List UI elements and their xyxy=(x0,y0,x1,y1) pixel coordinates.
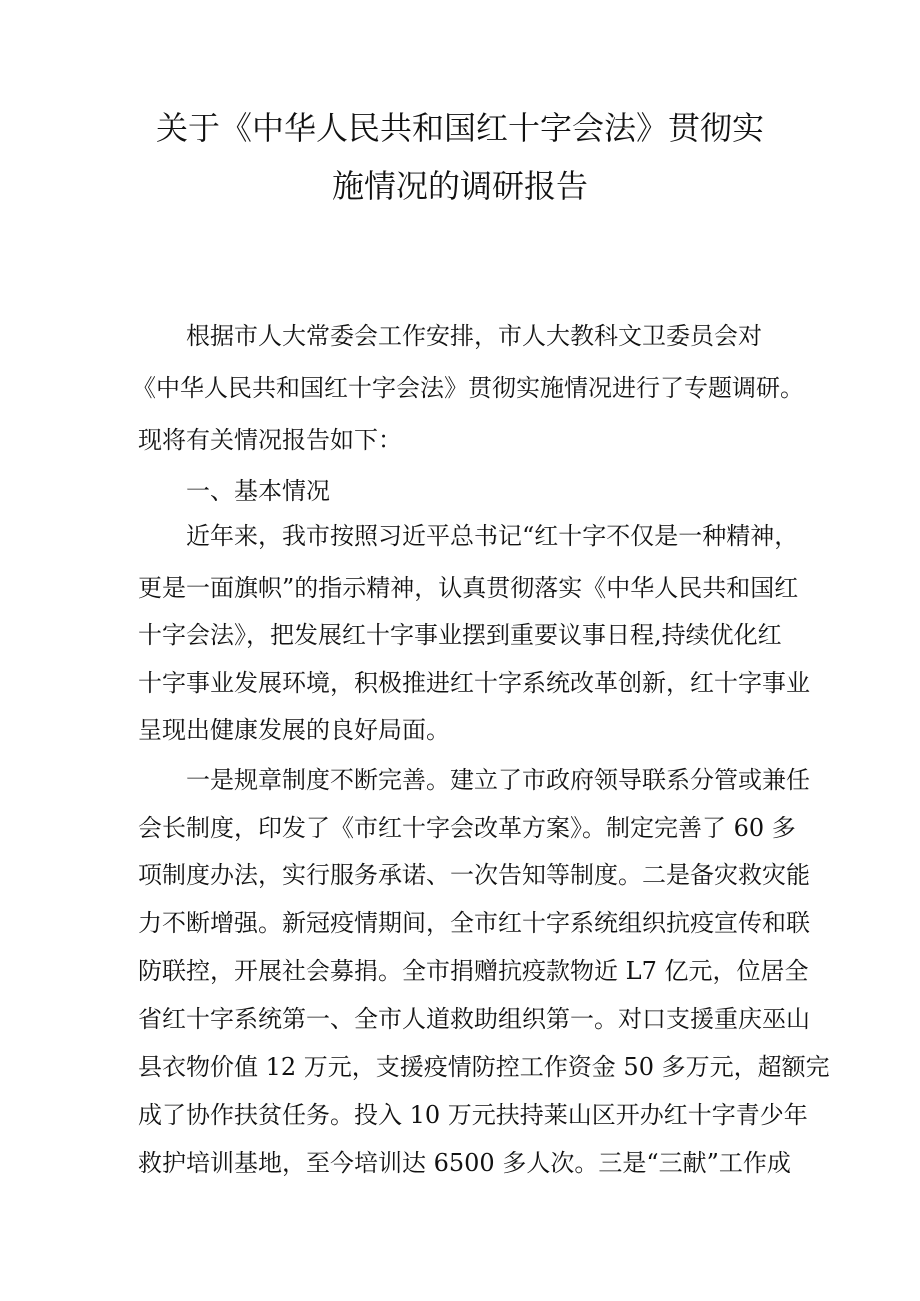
body-line-6: 更是一面旗帜”的指示精神，认真贯彻落实《中华人民共和国红 xyxy=(138,574,799,602)
body-line-13: 力不断增强。新冠疫情期间，全市红十字系统组织抗疫宣传和联 xyxy=(138,909,810,937)
section-heading-basic-situation: 一、基本情况 xyxy=(186,477,330,505)
body-line-8: 十字事业发展环境，积极推进红十字系统改革创新，红十字事业 xyxy=(138,669,810,697)
body-line-7: 十字会法》，把发展红十字事业摆到重要议事日程,持续优化红 xyxy=(138,621,782,649)
body-line-14: 防联控，开展社会募捐。全市捐赠抗疫款物近 L7 亿元，位居全 xyxy=(138,957,809,985)
body-line-9: 呈现出健康发展的良好局面。 xyxy=(138,716,450,744)
body-line-2: 《中华人民共和国红十字会法》贯彻实施情况进行了专题调研。 xyxy=(132,374,804,402)
document-title-line-1: 关于《中华人民共和国红十字会法》贯彻实 xyxy=(155,109,764,147)
body-line-17: 成了协作扶贫任务。投入 10 万元扶持莱山区开办红十字青少年 xyxy=(138,1101,808,1129)
body-line-18: 救护培训基地，至今培训达 6500 多人次。三是“三献”工作成 xyxy=(138,1149,791,1177)
body-line-12: 项制度办法，实行服务承诺、一次告知等制度。二是备灾救灾能 xyxy=(138,861,810,889)
body-line-3: 现将有关情况报告如下： xyxy=(138,426,402,454)
body-line-5: 近年来，我市按照习近平总书记“红十字不仅是一种精神， xyxy=(186,522,799,550)
document-title-line-2: 施情况的调研报告 xyxy=(331,167,588,205)
body-line-16: 县衣物价值 12 万元，支援疫情防控工作资金 50 多万元，超额完 xyxy=(138,1053,830,1081)
body-line-1: 根据市人大常委会工作安排，市人大教科文卫委员会对 xyxy=(186,322,762,350)
body-line-15: 省红十字系统第一、全市人道救助组织第一。对口支援重庆巫山 xyxy=(138,1005,810,1033)
body-line-11: 会长制度，印发了《市红十字会改革方案》。制定完善了 60 多 xyxy=(138,814,796,842)
body-line-10: 一是规章制度不断完善。建立了市政府领导联系分管或兼任 xyxy=(186,766,810,794)
